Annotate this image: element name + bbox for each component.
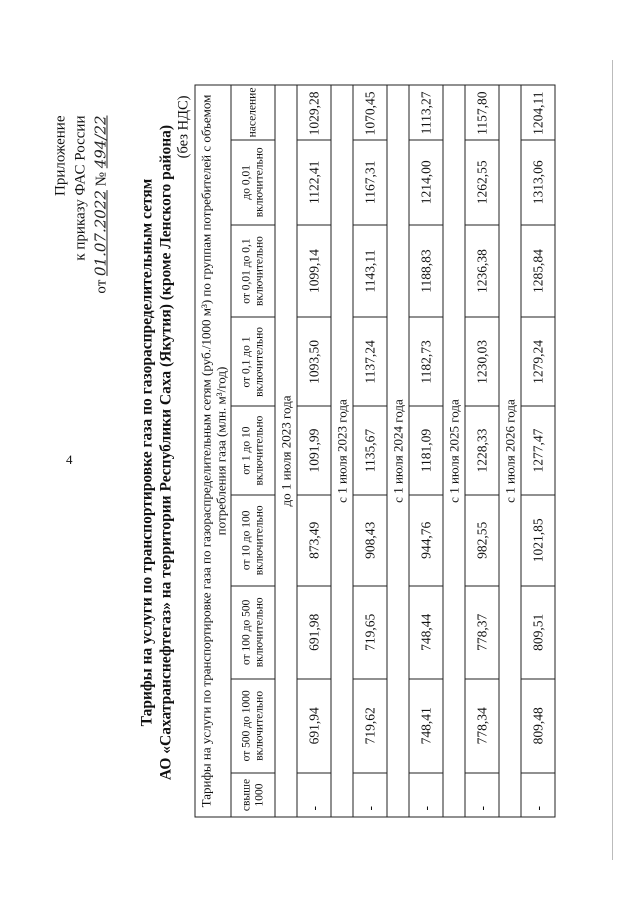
tariff-cell: 748,44 [409,586,443,679]
title-line-1: Тарифы на услуги по транспортировке газа по газораспределительным сетям [138,178,156,727]
period-label: с 1 июля 2025 года [443,85,465,817]
tariff-cell: - [521,773,555,817]
tariff-cell: 1137,24 [353,317,387,406]
column-header: от 1 до 10 включительно [231,406,275,494]
tariff-cell: 1182,73 [409,317,443,406]
tariff-cell: 908,43 [353,495,387,586]
column-header: от 10 до 100 включительно [231,495,275,586]
tariff-cell: - [409,773,443,817]
order-date: 01.07.2022 [91,190,110,276]
appendix-order-ref: к приказу ФАС России [72,115,89,261]
tariff-cell: 1236,38 [465,225,499,318]
column-header: свыше 1000 [231,773,275,817]
tariff-cell: 1091,99 [297,406,331,494]
tariff-cell: - [465,773,499,817]
period-label: до 1 июля 2023 года [275,85,297,817]
tariff-cell: 1262,55 [465,140,499,225]
tariff-cell: 1157,80 [465,85,499,140]
column-header: население [231,85,275,140]
tariff-cell: 1277,47 [521,406,555,494]
table-row [409,85,443,817]
tariff-cell: 1093,50 [297,317,331,406]
period-label: с 1 июля 2026 года [499,85,521,817]
page-number: 4 [66,452,73,467]
number-label: № [93,172,110,187]
column-header: от 500 до 1000 включительно [231,679,275,773]
tariff-cell: 1113,27 [409,85,443,140]
period-label: с 1 июля 2024 года [387,85,409,817]
order-number: 494/22 [91,115,110,169]
tariff-cell: 1135,67 [353,406,387,494]
tariff-cell: 1204,11 [521,85,555,140]
tariff-cell: 719,62 [353,679,387,773]
table-row [297,85,331,817]
table-row [465,85,499,817]
period-label: с 1 июля 2023 года [331,85,353,817]
column-header: от 0,1 до 1 включительно [231,317,275,406]
appendix-date-line [91,116,112,294]
tariff-cell: 778,34 [465,679,499,773]
tariff-cell: 1029,28 [297,85,331,140]
from-label: от [93,279,110,294]
tariff-cell: 1167,31 [353,140,387,225]
appendix-title: Приложение [52,115,69,197]
tariff-cell: 1143,11 [353,225,387,318]
document-title [138,68,176,838]
tariff-cell: 691,98 [297,586,331,679]
vat-note: (без НДС) [175,95,192,159]
table-main-header: Тарифы на услуги по транспортировке газа по газораспределительным сетям (руб./1000 м³) по группам потребителей с объемом потребления газа (млн. м³/год) [195,85,231,817]
tariff-cell: 809,51 [521,586,555,679]
tariff-cell: 1181,09 [409,406,443,494]
tariff-cell: 1099,14 [297,225,331,318]
scan-edge-line [612,60,613,860]
tariff-cell: 1214,00 [409,140,443,225]
table-row [353,85,387,817]
tariff-cell: 1285,84 [521,225,555,318]
tariff-cell: 719,65 [353,586,387,679]
tariff-cell: 1230,03 [465,317,499,406]
column-header: до 0,01 включительно [231,140,275,225]
tariff-cell: 1313,06 [521,140,555,225]
tariff-cell: 1279,24 [521,317,555,406]
rotated-document-sheet [43,68,598,838]
tariff-cell: 748,41 [409,679,443,773]
tariff-cell: - [297,773,331,817]
tariff-cell: 1122,41 [297,140,331,225]
tariff-cell: 691,94 [297,679,331,773]
tariff-cell: 873,49 [297,495,331,586]
tariff-cell: 944,76 [409,495,443,586]
tariff-cell: 1070,45 [353,85,387,140]
tariff-cell: 1021,85 [521,495,555,586]
tariff-table [195,85,556,818]
tariff-cell: 778,37 [465,586,499,679]
appendix-block [51,116,112,294]
tariff-cell: 809,48 [521,679,555,773]
tariff-cell: 982,55 [465,495,499,586]
column-header: от 100 до 500 включительно [231,586,275,679]
tariff-cell: 1188,83 [409,225,443,318]
table-row [521,85,555,817]
tariff-cell: 1228,33 [465,406,499,494]
title-line-2: АО «Сахатранснефтегаз» на территории Республики Саха (Якутия) (кроме Ленского района) [157,124,175,781]
tariff-cell: - [353,773,387,817]
column-header: от 0,01 до 0,1 включительно [231,225,275,318]
